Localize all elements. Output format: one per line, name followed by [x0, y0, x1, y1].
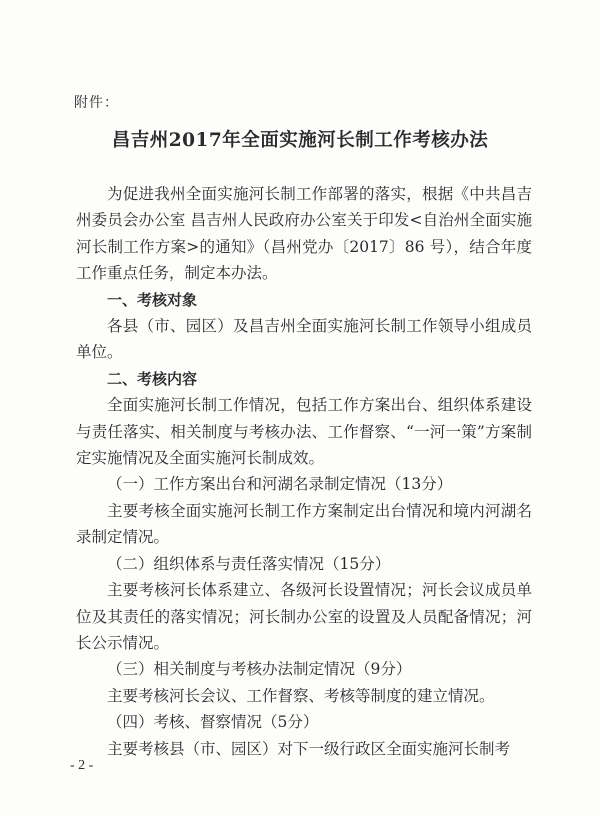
paragraph-targets: 各县（市、园区）及昌吉州全面实施河长制工作领导小组成员单位。 [76, 317, 532, 362]
subsection-heading-2: （二）组织体系与责任落实情况（15分） [107, 554, 391, 573]
document-body [76, 181, 532, 762]
intro-paragraph: 为促进我州全面实施河长制工作部署的落实，根据《中共昌吉州委员会办公室 昌吉州人民政府办公室关于印发<自治州全面实施河长制工作方案>的通知》（昌州党办〔2017〕86 号），结合年度工作重点任务，制定本办法。 [76, 185, 532, 283]
page-number: - 2 - [70, 758, 94, 773]
section-heading-content: 二、考核内容 [107, 369, 198, 388]
paragraph-subsection-3: 主要考核河长会议、工作督察、考核等制度的建立情况。 [107, 686, 495, 705]
paragraph-subsection-2: 主要考核河长体系建立、各级河长设置情况；河长会议成员单位及其责任的落实情况；河长制办公室的设置及人员配备情况；河长公示情况。 [76, 581, 532, 652]
paragraph-subsection-1: 主要考核全面实施河长制工作方案制定出台情况和境内河湖名录制定情况。 [76, 501, 532, 547]
subsection-heading-1: （一）工作方案出台和河湖名录制定情况（13分） [107, 475, 453, 494]
document-title: 昌吉州2017年全面实施河长制工作考核办法 [111, 130, 489, 151]
paragraph-subsection-4: 主要考核县（市、园区）对下一级行政区全面实施河长制考 [107, 739, 511, 758]
subsection-heading-3: （三）相关制度与考核办法制定情况（9分） [107, 660, 412, 679]
paragraph-content: 全面实施河长制工作情况，包括工作方案出台、组织体系建设与责任落实、相关制度与考核办法、工作督察、“一河一策”方案制定实施情况及全面实施河长制成效。 [76, 396, 532, 468]
attachment-label: 附件： [74, 95, 119, 111]
section-heading-targets: 一、考核对象 [107, 290, 198, 309]
subsection-heading-4: （四）考核、督察情况（5分） [107, 713, 319, 732]
